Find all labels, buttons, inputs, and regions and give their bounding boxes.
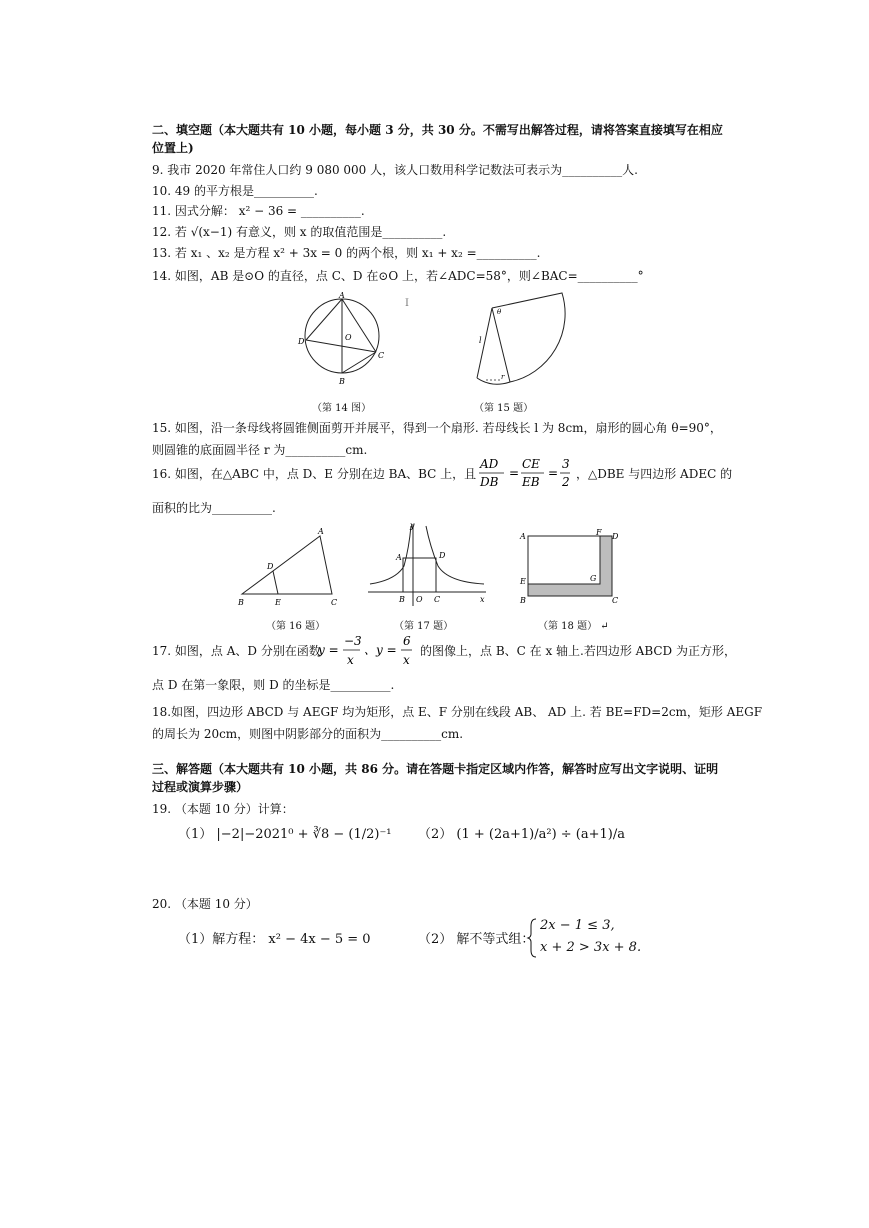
svg-text:x: x	[480, 595, 485, 604]
frac-x-1: x	[347, 653, 354, 667]
question-14: 14. 如图，AB 是⊙O 的直径，点 C、D 在⊙O 上，若∠ADC=58°，则∠BAC=__________°	[152, 269, 644, 283]
figure-17-hyperbola-diagram	[366, 522, 490, 608]
svg-text:l: l	[479, 336, 482, 345]
svg-text:A: A	[318, 527, 324, 536]
frac-ce: CE	[522, 457, 540, 471]
question-18-line1: 18.如图，四边形 ABCD 与 AEGF 均为矩形，点 E、F 分别在线段 AB、 AD 上. 若 BE=FD=2cm，矩形 AEGF	[152, 705, 763, 719]
question-10: 10. 49 的平方根是__________.	[152, 184, 318, 198]
question-16-line1-end: ，△DBE 与四边形 ADEC 的	[576, 467, 733, 481]
figure-14-circle-diagram	[296, 290, 396, 390]
sep-mark: 、	[364, 643, 377, 657]
section3-title-line2: 过程或演算步骤）	[152, 780, 249, 794]
cursor-mark: I	[405, 298, 409, 309]
svg-text:A: A	[520, 532, 526, 541]
y-eq-2: y =	[376, 643, 397, 657]
question-19-part2: （2） (1 + (2a+1)/a²) ÷ (a+1)/a	[418, 827, 625, 842]
question-19-part1: （1） |−2|−2021⁰ + ∛8 − (1/2)⁻¹	[178, 827, 392, 842]
question-17-line1-start: 17. 如图，点 A、D 分别在函数	[152, 644, 321, 658]
svg-text:r: r	[501, 373, 505, 381]
frac-x-2: x	[403, 653, 410, 667]
inequality-2: x + 2 > 3x + 8.	[540, 940, 642, 955]
frac-db: DB	[480, 475, 499, 489]
frac-minus3: −3	[344, 634, 362, 648]
frac-ad: AD	[480, 457, 499, 471]
svg-text:y: y	[410, 521, 415, 530]
question-16-line2: 面积的比为__________.	[152, 501, 276, 515]
svg-text:C: C	[378, 351, 385, 360]
question-17-line1-end: 的图像上，点 B、C 在 x 轴上.若四边形 ABCD 为正方形，	[420, 644, 736, 658]
question-15-line2: 则圆锥的底面圆半径 r 为__________cm.	[152, 443, 368, 457]
svg-text:D: D	[267, 562, 274, 571]
caption-figure-18: （第 18 题） ↵	[538, 621, 609, 632]
svg-text:B: B	[520, 596, 526, 605]
frac-six: 6	[403, 634, 411, 648]
svg-text:F: F	[596, 528, 602, 537]
svg-text:=: =	[509, 466, 520, 480]
frac-three: 3	[562, 457, 570, 471]
question-12: 12. 若 √(x−1) 有意义，则 x 的取值范围是__________.	[152, 225, 447, 239]
svg-text:C: C	[612, 596, 619, 605]
svg-text:E: E	[520, 577, 526, 586]
question-20-part1: （1）解方程： x² − 4x − 5 = 0	[178, 932, 371, 947]
caption-figure-17: （第 17 题）	[394, 621, 454, 632]
svg-text:θ: θ	[497, 308, 502, 316]
svg-text:D: D	[298, 337, 305, 346]
svg-text:A: A	[339, 291, 345, 300]
question-20-header: 20. （本题 10 分）	[152, 897, 258, 911]
q16-fraction-equation	[478, 454, 574, 494]
frac-eb: EB	[522, 475, 540, 489]
q17-function-equations	[318, 632, 418, 672]
section2-title-line2: 位置上)	[152, 141, 194, 155]
question-16-line1-start: 16. 如图，在△ABC 中，点 D、E 分别在边 BA、BC 上，且	[152, 467, 477, 481]
question-13: 13. 若 x₁ 、x₂ 是方程 x² + 3x = 0 的两个根，则 x₁ + x₂ =__________.	[152, 246, 541, 260]
inequality-1: 2x − 1 ≤ 3,	[540, 918, 615, 933]
caption-figure-16: （第 16 题）	[266, 621, 326, 632]
question-11: 11. 因式分解： x² − 36 = __________.	[152, 204, 365, 218]
question-18-line2: 的周长为 20cm，则图中阴影部分的面积为__________cm.	[152, 727, 464, 741]
caption-figure-15: （第 15 题）	[474, 403, 534, 414]
svg-text:=: =	[548, 466, 559, 480]
question-9: 9. 我市 2020 年常住人口约 9 080 000 人，该人口数用科学记数法可表示为__________人.	[152, 163, 638, 177]
svg-text:C: C	[434, 595, 441, 604]
question-17-line2: 点 D 在第一象限，则 D 的坐标是__________.	[152, 678, 395, 692]
svg-text:B: B	[339, 377, 345, 386]
question-15-line1: 15. 如图，沿一条母线将圆锥侧面剪开并展平，得到一个扇形. 若母线长 l 为 8cm，扇形的圆心角 θ=90°，	[152, 421, 722, 435]
svg-text:B: B	[399, 595, 405, 604]
svg-text:G: G	[590, 574, 597, 583]
question-19-header: 19. （本题 10 分）计算：	[152, 802, 294, 816]
figure-16-triangle-diagram	[234, 526, 344, 608]
svg-text:D: D	[439, 551, 446, 560]
figure-18-rectangles-diagram	[516, 528, 620, 608]
svg-text:A: A	[396, 553, 402, 562]
svg-text:O: O	[416, 595, 423, 604]
y-eq-1: y =	[318, 643, 339, 657]
section3-title-line1: 三、解答题（本大题共有 10 小题，共 86 分。请在答题卡指定区域内作答，解答时应写出文字说明、证明	[152, 762, 719, 776]
svg-text:D: D	[612, 532, 619, 541]
svg-text:E: E	[275, 598, 281, 607]
svg-text:O: O	[345, 333, 352, 342]
frac-two: 2	[562, 475, 570, 489]
caption-figure-14: （第 14 图）	[312, 403, 372, 414]
svg-text:B: B	[238, 598, 244, 607]
question-20-part2-label: （2） 解不等式组：	[418, 932, 535, 947]
section2-title-line1: 二、填空题（本大题共有 10 小题，每小题 3 分，共 30 分。不需写出解答过程，请将答案直接填写在相应	[152, 123, 723, 137]
figure-15-cone-diagram	[470, 288, 580, 388]
svg-text:C: C	[331, 598, 338, 607]
inequality-brace	[528, 918, 538, 958]
